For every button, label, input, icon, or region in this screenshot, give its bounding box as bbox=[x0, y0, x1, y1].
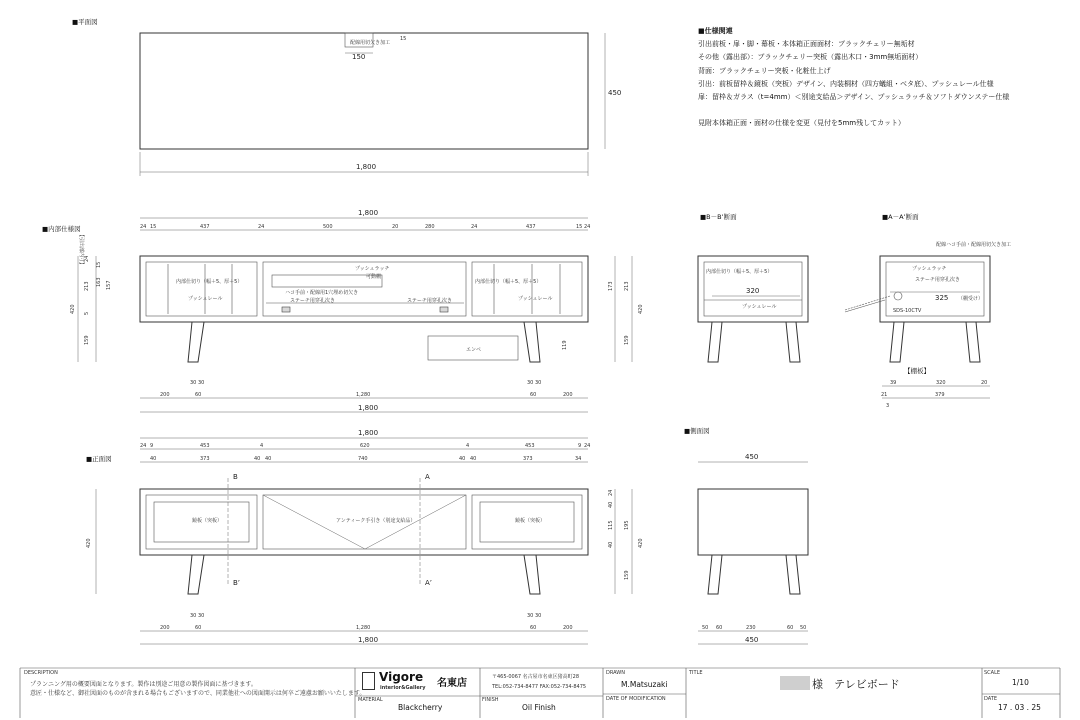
svg-text:5: 5 bbox=[84, 311, 90, 315]
empe-label: エンペ bbox=[466, 347, 482, 353]
svg-text:4: 4 bbox=[466, 443, 470, 449]
svg-text:437: 437 bbox=[526, 224, 536, 230]
svg-text:24: 24 bbox=[84, 255, 90, 262]
plan-cutout-note: 配線用切欠き加工 bbox=[350, 40, 391, 46]
marker-a-prime: A’ bbox=[425, 579, 433, 587]
left-rail-label: プッシュレール bbox=[188, 296, 223, 302]
front-left-height: 420 bbox=[86, 538, 92, 548]
interior-heading: ■内部仕様図 bbox=[42, 225, 81, 233]
spec-line: 引出：前板留枠＆鏡板（突板）デザイン、内装桐材（四方蟻組・ベタ底）、プッシュレール仕様 bbox=[698, 79, 994, 88]
shelf-heading: 【棚板】 bbox=[904, 367, 930, 375]
bb-divider-label: 内部仕切り（幅＋5、厚＋5） bbox=[706, 269, 773, 275]
interior-top-dims bbox=[140, 224, 590, 230]
plan-heading: ■平面図 bbox=[72, 18, 98, 26]
finish-label: FINISH bbox=[482, 697, 499, 703]
store-tel: TEL:052-734-8477 FAX:052-734-8475 bbox=[492, 684, 587, 690]
interior-left-dims bbox=[70, 256, 112, 345]
svg-text:60: 60 bbox=[195, 392, 202, 398]
svg-text:437: 437 bbox=[200, 224, 210, 230]
aa-heading: ■A－A’断面 bbox=[882, 213, 919, 221]
movable-shelf-label: 可動棚 bbox=[366, 274, 382, 280]
drawn-value: M.Matsuzaki bbox=[621, 680, 668, 689]
front-second-dims bbox=[150, 456, 581, 462]
svg-text:40: 40 bbox=[470, 456, 477, 462]
interior-leg-left bbox=[188, 322, 204, 362]
svg-text:60: 60 bbox=[195, 625, 202, 631]
svg-text:420: 420 bbox=[638, 304, 644, 314]
description-label: DESCRIPTION bbox=[24, 670, 58, 676]
svg-text:24: 24 bbox=[584, 224, 591, 230]
svg-text:453: 453 bbox=[200, 443, 210, 449]
svg-text:30: 30 bbox=[190, 613, 197, 619]
right-rail-label: プッシュレール bbox=[518, 296, 553, 302]
brand-sub: interior&Gallery bbox=[380, 685, 426, 691]
description-line-1: プランニング用の概要図面となります。製作は別途ご用意の製作図面に基づきます。 bbox=[30, 681, 257, 688]
front-right-label: 鏡板（突板） bbox=[515, 518, 546, 524]
svg-text:60: 60 bbox=[716, 625, 723, 631]
svg-text:1,280: 1,280 bbox=[356, 392, 371, 398]
svg-text:420: 420 bbox=[70, 304, 76, 314]
drawer-inner-heading: 【引出部内寸】 bbox=[78, 232, 84, 268]
svg-text:620: 620 bbox=[360, 443, 370, 449]
svg-text:40: 40 bbox=[459, 456, 466, 462]
side-bottom-dims bbox=[702, 625, 806, 631]
plan-outline bbox=[140, 33, 588, 149]
svg-text:119: 119 bbox=[562, 340, 568, 350]
svg-text:373: 373 bbox=[200, 456, 210, 462]
svg-text:200: 200 bbox=[563, 625, 573, 631]
svg-text:15: 15 bbox=[96, 261, 102, 268]
svg-text:40: 40 bbox=[150, 456, 157, 462]
bb-rail-label: プッシュレール bbox=[742, 304, 777, 310]
marker-a: A bbox=[425, 473, 430, 481]
svg-text:60: 60 bbox=[530, 392, 537, 398]
svg-text:20: 20 bbox=[392, 224, 399, 230]
scale-label: SCALE bbox=[984, 670, 1001, 676]
drawing-title: 様 テレビボード bbox=[812, 678, 900, 691]
svg-text:200: 200 bbox=[160, 392, 170, 398]
svg-text:213: 213 bbox=[84, 281, 90, 291]
front-top-total: 1,800 bbox=[358, 429, 379, 437]
svg-text:30: 30 bbox=[198, 613, 205, 619]
scale-value: 1/10 bbox=[1012, 678, 1029, 687]
svg-text:24: 24 bbox=[608, 489, 614, 496]
svg-text:40: 40 bbox=[254, 456, 261, 462]
finish-value: Oil Finish bbox=[522, 703, 556, 712]
material-value: Blackcherry bbox=[398, 703, 443, 712]
date-value: 17 . 03 . 25 bbox=[998, 703, 1041, 712]
spec-line: 見附本体箱正面・面材の仕様を変更（見付を5mm残してカット） bbox=[698, 119, 906, 128]
spec-line bbox=[698, 104, 1009, 117]
svg-text:30: 30 bbox=[535, 380, 542, 386]
svg-text:280: 280 bbox=[425, 224, 435, 230]
plan-width: 1,800 bbox=[356, 163, 377, 171]
side-top-width: 450 bbox=[745, 453, 759, 461]
shelf-dim-a: 39 bbox=[890, 380, 897, 386]
svg-text:24: 24 bbox=[258, 224, 265, 230]
svg-text:159: 159 bbox=[624, 335, 630, 345]
store-address: 〒465-0067 名古屋市名東区猪高町28 bbox=[492, 674, 580, 680]
front-leg-left bbox=[188, 555, 204, 594]
right-divider-label: 内部仕切り（幅＋5、厚＋5） bbox=[475, 279, 542, 285]
left-divider-label: 内部仕切り（幅＋5、厚＋5） bbox=[176, 279, 243, 285]
svg-text:30: 30 bbox=[198, 380, 205, 386]
marker-b: B bbox=[233, 473, 238, 481]
interior-leg-right bbox=[524, 322, 540, 362]
wiring-cut-label: ハコ手前・配線用1穴埋め切欠き bbox=[285, 290, 359, 296]
shelf-dim-c: 20 bbox=[981, 380, 988, 386]
aa-width-note: （棚受け） bbox=[958, 296, 984, 302]
stay-bore-label-right: ステーチ用穿孔次き bbox=[407, 298, 452, 304]
svg-text:373: 373 bbox=[523, 456, 533, 462]
title-label: TITLE bbox=[689, 670, 703, 676]
bb-width: 320 bbox=[746, 287, 760, 295]
svg-text:173: 173 bbox=[608, 281, 614, 291]
svg-text:30: 30 bbox=[535, 613, 542, 619]
brand-logo-icon bbox=[362, 672, 375, 690]
aa-bore-label: ステーチ用穿孔次き bbox=[915, 277, 960, 283]
svg-text:163: 163 bbox=[96, 277, 102, 287]
interior-bottom-dims bbox=[160, 392, 573, 398]
bb-heading: ■B－B’断面 bbox=[700, 213, 737, 221]
svg-text:453: 453 bbox=[525, 443, 535, 449]
front-bottom-total: 1,800 bbox=[358, 636, 379, 644]
drawn-label: DRAWN bbox=[606, 670, 625, 676]
svg-text:200: 200 bbox=[160, 625, 170, 631]
side-body bbox=[698, 489, 808, 555]
svg-text:420: 420 bbox=[638, 538, 644, 548]
front-right-dims bbox=[608, 490, 644, 580]
svg-text:60: 60 bbox=[787, 625, 794, 631]
spec-line: 引出前板・扉・脚・幕板・本体箱正面面材：ブラックチェリー無垢材 bbox=[698, 40, 915, 49]
front-bottom-dims bbox=[160, 625, 573, 631]
svg-text:230: 230 bbox=[746, 625, 756, 631]
svg-text:9: 9 bbox=[150, 443, 154, 449]
svg-text:213: 213 bbox=[624, 281, 630, 291]
svg-text:4: 4 bbox=[260, 443, 264, 449]
aa-top-label: 配線ハコ手前・配線用切欠き加工 bbox=[936, 242, 1012, 248]
spec-title: ■仕様関連 bbox=[698, 27, 733, 35]
svg-text:50: 50 bbox=[800, 625, 807, 631]
svg-text:115: 115 bbox=[608, 520, 614, 530]
svg-text:30: 30 bbox=[527, 380, 534, 386]
front-center-label: アンティーク手引き（別途支給品） bbox=[336, 518, 416, 524]
front-leg-right bbox=[524, 555, 540, 594]
svg-text:1,280: 1,280 bbox=[356, 625, 371, 631]
material-label: MATERIAL bbox=[358, 697, 383, 703]
svg-text:24: 24 bbox=[584, 443, 591, 449]
svg-text:24: 24 bbox=[471, 224, 478, 230]
svg-text:40: 40 bbox=[608, 501, 614, 508]
spec-line: 扉：留枠＆ガラス（t=4mm）＜別途支給品＞デザイン、プッシュラッチ＆ソフトダウンステー仕様 bbox=[698, 93, 1010, 102]
spec-line: その他（露出部）：ブラックチェリー突板（露出木口・3mm無垢面材） bbox=[698, 53, 923, 62]
svg-text:159: 159 bbox=[84, 335, 90, 345]
svg-text:24: 24 bbox=[140, 443, 147, 449]
description-line-2: 意匠・仕様など、御社図面のものが含まれる場合もございますので、同業他社への図面開示は何卒ご遠慮お願いいたします。 bbox=[30, 690, 366, 697]
shelf-dim-d: 379 bbox=[935, 392, 945, 398]
svg-text:34: 34 bbox=[575, 456, 582, 462]
aa-width: 325 bbox=[935, 294, 949, 302]
spec-block bbox=[698, 25, 1009, 131]
svg-text:157: 157 bbox=[106, 280, 112, 290]
plan-cutout-width: 150 bbox=[352, 53, 366, 61]
svg-text:195: 195 bbox=[624, 520, 630, 530]
svg-text:740: 740 bbox=[358, 456, 368, 462]
svg-text:30: 30 bbox=[527, 613, 534, 619]
shelf-dim-f: 3 bbox=[886, 403, 890, 409]
svg-text:24: 24 bbox=[140, 224, 147, 230]
svg-text:9: 9 bbox=[578, 443, 582, 449]
stay-bore-label-left: ステーチ用穿孔次き bbox=[290, 298, 335, 304]
svg-text:40: 40 bbox=[265, 456, 272, 462]
store-name: 名東店 bbox=[437, 678, 467, 689]
interior-top-total: 1,800 bbox=[358, 209, 379, 217]
plan-cutout-depth: 15 bbox=[400, 36, 407, 42]
svg-text:15: 15 bbox=[150, 224, 157, 230]
aa-latch-label: プッシュラッチ bbox=[912, 266, 947, 272]
svg-text:60: 60 bbox=[530, 625, 537, 631]
side-heading: ■側面図 bbox=[684, 427, 710, 435]
svg-text:159: 159 bbox=[624, 570, 630, 580]
svg-text:500: 500 bbox=[323, 224, 333, 230]
front-heading: ■正面図 bbox=[86, 455, 112, 463]
shelf-dim-e: 21 bbox=[881, 392, 888, 398]
spec-line: 背面：ブラックチェリー突板・化粧仕上げ bbox=[698, 66, 831, 75]
interior-bottom-total: 1,800 bbox=[358, 404, 379, 412]
date-label: DATE bbox=[984, 696, 998, 702]
interior-left-bay bbox=[146, 262, 257, 316]
marker-b-prime: B’ bbox=[233, 579, 241, 587]
aa-stay-model: SDS-10CTV bbox=[893, 308, 922, 314]
svg-text:30: 30 bbox=[190, 380, 197, 386]
modification-label: DATE OF MODIFICATION bbox=[606, 696, 666, 702]
shelf-dim-b: 320 bbox=[936, 380, 946, 386]
side-bottom-total: 450 bbox=[745, 636, 759, 644]
interior-right-bay bbox=[472, 262, 582, 316]
plan-depth: 450 bbox=[608, 89, 622, 97]
svg-text:50: 50 bbox=[702, 625, 709, 631]
brand-name: Vigore bbox=[379, 670, 424, 684]
front-left-label: 鏡板（突板） bbox=[192, 518, 223, 524]
front-top-dims bbox=[140, 443, 590, 449]
push-latch-label: プッシュラッチ bbox=[355, 266, 390, 272]
svg-text:15: 15 bbox=[576, 224, 583, 230]
svg-text:40: 40 bbox=[608, 541, 614, 548]
svg-text:200: 200 bbox=[563, 392, 573, 398]
